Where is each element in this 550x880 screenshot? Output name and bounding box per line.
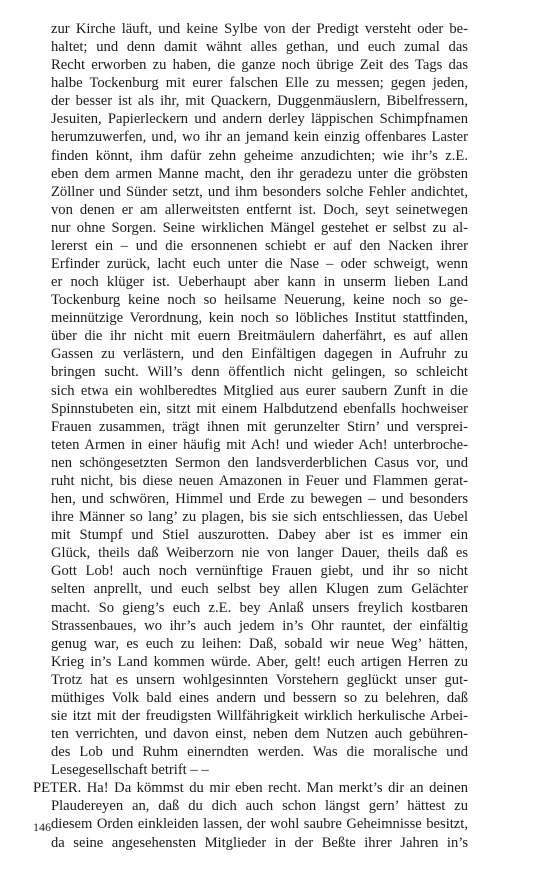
text-line: Erfinder zurück, lacht euch unter die Nase – oder schweigt, wenn [51, 256, 468, 273]
body-text [33, 20, 468, 852]
text-line: halbe Tockenburg mit eurer falschen Elle zu messen; gegen jeden, [51, 75, 468, 92]
text-line: Frauen zusammen, trägt ihnen mit gerunzelter Stirn’ und verspreі- [51, 418, 468, 435]
text-line: Recht erworben zu haben, die ganze noch übrige Zeit des Tags das [51, 57, 468, 74]
text-line: über die ihr nicht mit euern Breitmäulern daherfährt, es auf allen [51, 328, 468, 345]
text-line: sich etwa ein wohlberedtes Mitglied aus eurer saubern Zunft in die [51, 382, 468, 399]
text-line: Glück, theils daß Weiberzorn nie von langer Dauer, theils daß es [51, 545, 468, 562]
text-line: müthiges Volk bald eines andern und bessern so zu belehren, daß [51, 689, 468, 706]
text-line: Strassenbaues, wo ihr’s auch jedem in’s Ohr rauntet, der einfältig [51, 617, 468, 634]
text-line: ruht nicht, bis diese neuen Amazonen in Feuer und Flammen gerat- [51, 472, 468, 489]
text-line: da seine angesehensten Mitglieder in der Beßte ihrer Jahren in’s [51, 834, 468, 851]
text-line: ihre Männer so lang’ zu plagen, bis sie sich entschliessen, das Uebel [51, 509, 468, 526]
text-line: diesem Orden einkleiden lassen, der wohl saubre Geheimnisse besitzt, [51, 816, 468, 833]
text-line: bringen sucht. Will’s denn öffentlich nicht gelingen, so schleicht [51, 364, 468, 381]
text-line: meinnützige Verordnung, kein noch so löbliches Institut stattfinden, [51, 310, 468, 327]
text-line: Gott Lob! auch noch vernünftige Frauen giebt, und ihr so nicht [51, 563, 468, 580]
text-line: von denen er am allerweitsten entfernt ist. Doch, seyt seinetwegen [51, 201, 468, 218]
text-line: Lesegesellschaft betrift – – [51, 762, 209, 779]
text-line: herumzuwerfen, und, wo ihr an jemand kein einzig offenbares Laster [51, 129, 468, 146]
text-line: Spinnstubeten ein, sitzt mit einem Halbdutzend ebenfalls hochweiser [51, 400, 468, 417]
text-line: Gassen zu verlästern, und den Einfältigen dagegen in Aufruhr zu [51, 346, 468, 363]
text-line: Tockenburg keine noch so heilsame Neuerung, keine noch so ge- [51, 292, 468, 309]
text-line: finden könnt, ihm dafür zehn geheime anzudichten; wie ihr’s z.E. [51, 147, 468, 164]
text-line: ten verrichten, und davon einst, neben dem Nutzen auch gebühren- [51, 726, 468, 743]
text-line: PETER. Ha! Da kömmst du mir eben recht. Man merkt’s dir an deinen [33, 780, 468, 797]
text-line: selten anprellt, und euch selbst bey allen Klugen zum Gelächter [51, 581, 468, 598]
text-line: sie itzt mit der freudigsten Willfährigkeit wirklich herkulische Arbei- [51, 707, 468, 724]
text-line: er noch klüger ist. Ueberhaupt aber kann in unserm lieben Land [51, 274, 468, 291]
text-line: nur ohne Sorgen. Seine wirklichen Mängel gestehet er selbst zu al- [51, 219, 468, 236]
text-line: hen, und schwören, Himmel und Erde zu bewegen – und besonders [51, 491, 468, 508]
text-line: macht. So gieng’s euch z.E. bey Anlaß unsers freylich kostbaren [51, 599, 468, 616]
text-line: teten Armen in einer häufig mit Ach! und wieder Ach! unterbroche- [51, 436, 468, 453]
text-line: Zöllner und Sünder setzt, und ihm besonders solche Fehler andichtet, [51, 183, 468, 200]
text-line: haltet; und denn damit wähnt alles gethan, und euch zumal das [51, 39, 468, 56]
text-line: Plaudereyen an, daß du dich auch schon längst gern’ hättest zu [51, 798, 468, 815]
text-line: der besser ist als ihr, mit Quackern, Duggenmäuslern, Bibelfressern, [51, 93, 468, 110]
text-line: Trotz hat es unsern wohlgesinnten Vorstehern geglückt unser gut- [51, 671, 468, 688]
text-line: des Lob und Ruhm einerndten werden. Was die moralische und [51, 744, 468, 761]
text-line: eben dem armen Manne macht, den ihr geradezu unter die gröbsten [51, 165, 468, 182]
text-line: zur Kirche läuft, und keine Sylbe von der Predigt versteht oder be- [51, 21, 468, 37]
text-line: mit Stumpf und Stiel auszurotten. Dabey aber ist es immer ein [51, 527, 468, 544]
text-line: nen schöngesetzten Sermon den landsverderblichen Casus vor, und [51, 454, 468, 471]
text-line: Jesuiten, Papierleckern und andern derley läppischen Schimpfnamen [51, 111, 468, 128]
text-line: lererst ein – und die ersonnenen schiebt er auf den Nacken ihrer [51, 237, 468, 254]
text-line: Krieg in’s Land kommen würde. Aber, gelt! euch artigen Herren zu [51, 653, 468, 670]
text-line: genug war, es euch zu leihen: Daß, sobald wir neue Weg’ hätten, [51, 635, 468, 652]
page-number: 146 [33, 820, 51, 834]
